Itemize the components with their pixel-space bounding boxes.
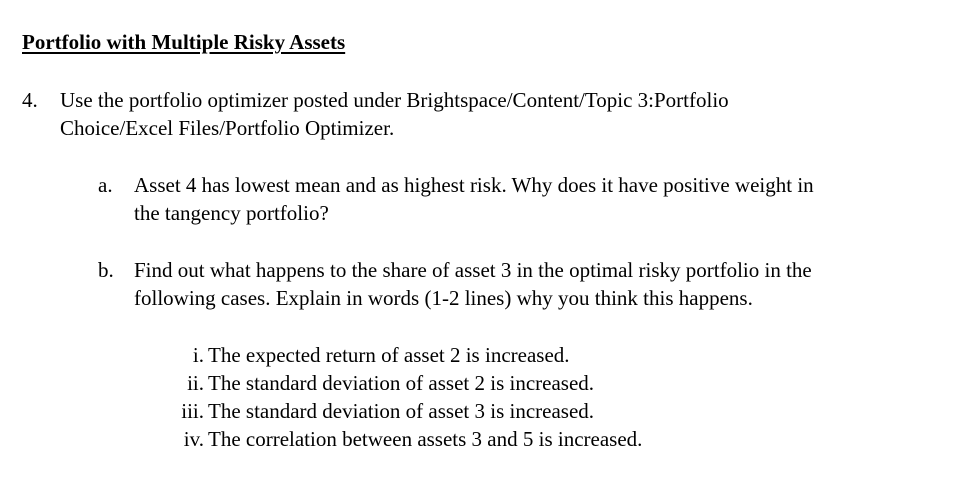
part-a-line-1: Asset 4 has lowest mean and as highest risk. Why does it have positive weight in xyxy=(134,173,814,197)
part-a-line-2: the tangency portfolio? xyxy=(134,201,329,225)
part-a xyxy=(98,171,958,231)
case-item xyxy=(150,369,850,397)
case-text: The standard deviation of asset 3 is increased. xyxy=(208,399,595,423)
part-b xyxy=(98,256,958,316)
case-text: The correlation between assets 3 and 5 is increased. xyxy=(208,427,643,451)
part-b-cases-list xyxy=(150,341,850,453)
case-label: iii. xyxy=(181,399,204,423)
section-heading: Portfolio with Multiple Risky Assets xyxy=(22,30,346,54)
question-4-text xyxy=(60,86,729,142)
part-b-label: b. xyxy=(98,258,114,282)
case-text: The standard deviation of asset 2 is increased. xyxy=(208,371,595,395)
question-4-number: 4. xyxy=(22,88,38,112)
part-b-text xyxy=(134,256,812,312)
case-item xyxy=(150,397,850,425)
question-4-line-1: Use the portfolio optimizer posted under Brightspace/Content/Topic 3:Portfolio xyxy=(60,88,729,112)
case-text: The expected return of asset 2 is increased. xyxy=(208,343,570,367)
part-a-label: a. xyxy=(98,173,113,197)
part-a-text xyxy=(134,171,814,227)
case-label: i. xyxy=(192,343,204,367)
case-item xyxy=(150,341,850,369)
case-label: iv. xyxy=(183,427,204,451)
part-b-line-2: following cases. Explain in words (1-2 lines) why you think this happens. xyxy=(134,286,753,310)
question-4-line-2: Choice/Excel Files/Portfolio Optimizer. xyxy=(60,116,395,140)
part-b-line-1: Find out what happens to the share of asset 3 in the optimal risky portfolio in the xyxy=(134,258,812,282)
case-item xyxy=(150,425,850,453)
question-4 xyxy=(22,86,962,146)
case-label: ii. xyxy=(187,371,204,395)
